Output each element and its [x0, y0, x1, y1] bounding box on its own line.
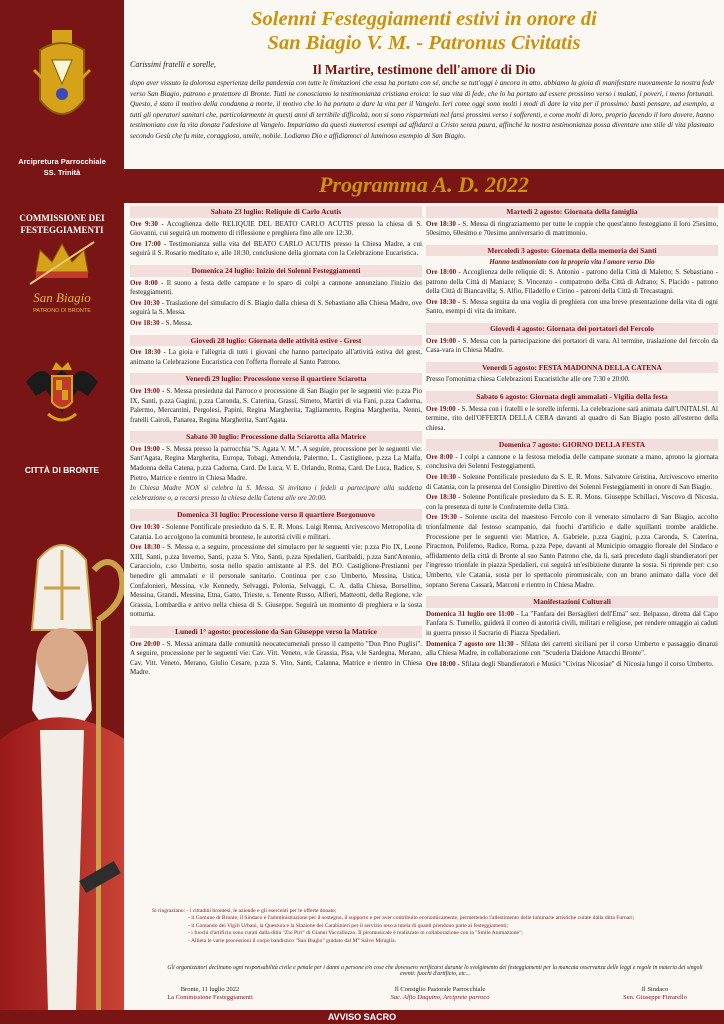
program-day — [130, 431, 422, 503]
program-event — [426, 298, 718, 317]
city-label: CITTÀ DI BRONTE — [24, 465, 100, 475]
event-text: - S. Messa. — [159, 318, 193, 327]
event-time: Ore 18:00 — [426, 267, 457, 276]
program-day — [130, 626, 422, 678]
thanks-line: Si ringraziano: - i cittadini brontesi, le aziende e gli esercenti per le offerte donate; — [152, 908, 337, 914]
parish-emblem — [30, 30, 94, 140]
commission-title — [0, 212, 124, 236]
event-text: - Solenne Pontificale presieduto da S. E. R. Mons. Salvatore Gristina, Arcivescovo emerito di Catania, con la presenza del Consiglio Direttivo dei Solenni Festeggiamenti in onore di San Biagio. — [426, 473, 718, 491]
signature-commission — [150, 986, 270, 1002]
city-coat-of-arms — [22, 352, 102, 432]
event-text: - I colpi a cannone e la festosa melodia delle campane suonate a mano, aprono la giornata conclusiva dei Solenni Festeggiamenti. — [426, 452, 718, 471]
day-title: Sabato 30 luglio: Processione dalla Sciarotta alla Matrice — [130, 431, 422, 443]
program-event — [130, 240, 422, 259]
program-event — [130, 387, 422, 425]
program-day — [426, 362, 718, 385]
event-text: - Testimonianza sulla vita del BEATO CARLO ACUTIS presso la Chiesa Madre, a cui seguirà il S. Rosario meditato e, alle 18:30, conclusione della giornata con la Celebrazione Eucaristica. — [130, 239, 422, 258]
parish-caption-line2: SS. Trinità — [43, 168, 81, 177]
program-event — [130, 279, 422, 298]
event-text: - S. Messa e, a seguire, processione del simulacro per le seguenti vie: p.zza Pio IX, Leone XIII, Santi, p.zza Inverno, Santi, p.zza S. Vito, Santi, p.zza Spedalieri, Garibaldi, p.zza Sant'Antonio, Caracciolo, c.so Umberto, sosta nello spazio antistante al P.S. del P.O. Castiglione-Prestianni per benedire gli ammalati e il personale sanitario. Continua per c.so Umberto, Messina, Ustica, Confalonieri, Messina, v.le Kennedy, Selvaggi, Polonia, Selvaggi, C. A. dalla Chiesa, Borsellino, Messina, Grandi, Messina, Etna, Gatto, Trieste, s. Tenente Russo, Alfieri, Matteotti, della Regione, v.le Grassia, Lombardia e arrivo nella chiesa di S. Giuseppe. Seguirà un momento di preghiera e la sosta notturna. — [130, 543, 422, 619]
program-event — [130, 445, 422, 483]
day-title: Sabato 6 agosto: Giornata degli ammalati - Vigilia della festa — [426, 391, 718, 403]
place-date: Bronte, 11 luglio 2022 — [180, 986, 240, 993]
program-day — [426, 596, 718, 669]
event-time: Ore 19:00 — [426, 336, 456, 345]
event-text: - S. Messa con la partecipazione dei portatori di vara. Al termine, traslazione del fercolo da Casa-vara in Chiesa Madre. — [426, 336, 718, 355]
subtitle: Il Martire, testimone dell'amore di Dio — [312, 62, 536, 77]
title-line2: San Biagio V. M. - Patronus Civitatis — [267, 32, 581, 54]
program-event — [130, 220, 422, 239]
parish-caption-line1: Arcipretura Parrocchiale — [18, 157, 106, 166]
event-text: - Solenne Pontificale presieduto da S. E. R. Mons. Giuseppe Schillaci, Vescovo di Nicosia, con la presenza di tutte le Confraternite della Città. — [426, 493, 718, 511]
program-event — [130, 523, 422, 542]
program-event — [130, 543, 422, 620]
commission-line2: FESTEGGIAMENTI — [20, 225, 104, 235]
day-title: Domenica 31 luglio: Processione verso il quartiere Borgonuovo — [130, 509, 422, 521]
event-time: Ore 8:00 — [130, 278, 158, 287]
event-time: Ore 10:30 — [426, 473, 457, 482]
event-time: Ore 17:00 — [130, 239, 161, 248]
program-event — [426, 473, 718, 492]
day-title: Lunedì 1° agosto: processione da San Giuseppe verso la Matrice — [130, 626, 422, 638]
program-event — [426, 640, 718, 659]
event-time: Ore 18:30 — [130, 348, 161, 357]
program-day — [426, 206, 718, 239]
event-time: Ore 18:30 — [426, 493, 457, 502]
mayor-signature: Sen. Giuseppe Firrarello — [623, 994, 687, 1001]
program-day — [130, 509, 422, 620]
day-title: Martedì 2 agosto: Giornata della famiglia — [426, 206, 718, 218]
intro-paragraph: dopo aver vissuto la dolorosa esperienza della pandemia con tutte le limitazioni che essa ha portato con sé, anche se tutt'oggi è ancora in atto, abbiamo la gioia di manifestare nuovamente la nostra fede verso San Biagio, patrono e protettore di Bronte. Tutti ne conosciamo la testimonianza cristiana eroica: la sua vita di fede, che lo ha portato ad essere prossimo verso i malati, i poveri, i meno fortunati. Questo, è stato il motivo della condanna a morte, il motivo che lo ha portato a dare la vita per il Vangelo. Ieri come oggi sono molti i modi di dare la vita per il prossimo: basti pensare, ad esempio, a tutti gli operatori sanitari che, particolarmente in questi anni di terribile difficoltà, non si sono risparmiati nel farsi prossimi verso i sofferenti, e come molti di loro, proprio facendo il loro dovere, hanno testimoniato con la vita donata l'adesione al Vangelo. Impariamo da questi numerosi esempi ad affidarci a Cristo senza paura, affinché la nostra testimonianza possa diventare uno stile di vita plasmato secondo Gesù che fu mite, coraggioso, umile, nobile. Lodiamo Dio e affidiamoci al luminoso esempio di San Biagio. — [130, 79, 714, 140]
event-text: - Solenne uscita del maestoso Fercolo con il venerato simulacro di San Biagio, accolto trionfalmente dal festoso scampanio, dai fuochi d'artificio e dalle squillanti trombe araldiche. Processione per le seguenti vie: Matrice, A. Gabriele, p.zza Gagini, p.zza Caronda, S. Caterina, Piracmon, Polifemo, Radice, Roma, p.zza Pepe, davanti al Municipio omaggio floreale del Sindaco e affidamento della città di Bronte al suo Santo Patrono che, da lì, sarà preceduto dagli sbandieratori per l'ingresso trionfale in piazza Spedalieri, cui seguirà un'esibizione durante la sosta. Si riprende per: c.so Umberto, v.le Catania, sosta per lo spettacolo piromusicale, con un brano animato dalla voce del soprano Serena Cassarà, Marconi e rientro in Chiesa Madre. — [426, 513, 718, 589]
program-event — [130, 319, 422, 329]
event-text: - Sfilata dei carretti siciliani per il corso Umberto e passaggio dinanzi alla Chiesa Madre, in collaborazione con "Scuderia Daidone Attacchi Bronte". — [426, 639, 718, 658]
san-biagio-sub: PATRONO DI BRONTE — [33, 308, 91, 314]
program-event — [426, 453, 718, 472]
event-time: Ore 18:00 — [426, 659, 456, 668]
event-time: Domenica 7 agosto ore 11:30 — [426, 639, 514, 648]
program-event — [130, 348, 422, 367]
day-title: Manifestazioni Culturali — [426, 596, 718, 608]
event-text: - S. Messa seguita da una veglia di preghiera con una breve presentazione della vita di ogni Santo, esempi di vita da imitare. — [426, 297, 718, 316]
title-line1: Solenni Festeggiamenti estivi in onore di — [251, 8, 597, 30]
mayor-title: Il Sindaco — [641, 986, 669, 993]
event-time: Ore 18:30 — [426, 219, 456, 228]
event-text: - Il suono a festa delle campane e lo sparo di colpi a cannone annunziano l'inizio dei festeggiamenti. — [130, 278, 422, 297]
program-event — [130, 640, 422, 678]
event-text: - S. Messa presso la parrocchia "S. Agata V. M.". A seguire, processione per le seguenti vie: Sant'Agata, Regina Margherita, Europa, Tobagi, Amendola, Palermo, L. Castiglione, p.zza La Malfa, Madonna della Catena, p.zza Cadorna, Card. De Luca, V. E. Orlando, Roma, Card. De Luca, Radice, S. Pietro, Matrice e rientro in Chiesa Madre. — [130, 444, 422, 482]
event-time: Ore 8:00 — [426, 452, 453, 461]
day-note: In Chiesa Madre NON si celebra la S. Messa. Si invitano i fedeli a partecipare alla suddetta celebrazione o, a recarsi presso la chiesa della Catena alle ore 20:00. — [130, 484, 422, 502]
thanks-line: - Allieta le varie processioni il corpo bandistico "San Biagio" guidato dal M° Salvo Miraglia. — [188, 937, 396, 944]
signature-mayor — [600, 986, 710, 1002]
day-subtitle: Hanno testimoniato con la propria vita l'amore verso Dio — [489, 258, 655, 267]
program-event — [426, 337, 718, 356]
day-title: Giovedì 28 luglio: Giornata delle attività estive - Grest — [130, 335, 422, 347]
san-biagio-logo: San Biagio — [33, 290, 91, 305]
program-day — [426, 439, 718, 590]
program-event — [426, 493, 718, 512]
program-day — [426, 323, 718, 356]
day-title: Sabato 23 luglio: Reliquie di Carlo Acutis — [130, 206, 422, 218]
footer-avviso-sacro: AVVISO SACRO — [0, 1010, 724, 1024]
programma-title: Programma A. D. 2022 — [318, 172, 530, 197]
program-day — [130, 335, 422, 368]
event-text: - S. Messa presieduta dal Parroco e processione di San Biagio per le seguenti vie: p.zza Pio IX, Santi, p.zza Gagini, p.zza Caronda, S. Caterina, Grassi, Simeto, Martiri di via Fani, p.zza Cadorna, Palermo, Mercantini, Pergolesi, Papini, Regina Margherita, Tagliamento, Regina Margherita, Nenni, fratelli Cairoli, Panarea, Regina Margherita, Sant'Agata. — [130, 386, 422, 424]
event-text: - Solenne Pontificale presieduto da S. E. R. Mons. Luigi Renna, Arcivescovo Metropolita di Catania. Lo accolgono la comunità brontese, le autorità civili e militari. — [130, 523, 422, 541]
program-event — [130, 299, 422, 318]
program-event — [426, 375, 718, 385]
event-time: Ore 19:30 — [426, 513, 457, 522]
thanks-list — [152, 908, 720, 945]
event-time: Ore 10:30 — [130, 298, 160, 307]
event-text: - La gioia e l'allegria di tutti i giovani che hanno partecipato all'attività estiva del grest, animano la Celebrazione Eucaristica con l'offerta floreale al Santo Patrono. — [130, 348, 422, 366]
event-text: - S. Messa con i fratelli e le sorelle infermi. La celebrazione sarà animata dall'UNITALSI. Al termine, rito dell'OFFERTA DELLA CERA davanti al quadro di San Biagio posto all'esterno della chiesa. — [426, 404, 718, 432]
event-time: Ore 20:00 — [130, 639, 161, 648]
signature-council — [340, 986, 540, 1002]
event-time: Ore 9:30 — [130, 219, 158, 228]
program-event — [426, 268, 718, 297]
event-text: - Sfilata degli Sbandieratori e Musici "Civitas Nicosiae" di Nicosia lungo il corso Umberto. — [455, 659, 714, 668]
program-event — [426, 660, 718, 670]
program-event — [426, 220, 718, 239]
event-time: Ore 18:30 — [426, 297, 456, 306]
event-text: - S. Messa di ringraziamento per tutte le coppie che quest'anno festeggiano il loro 25esimo, 50esimo, 60esimo e 70esimo anniversario di matrimonio. — [426, 219, 718, 238]
program-event — [426, 513, 718, 590]
parish-caption — [0, 156, 124, 178]
program-day — [130, 265, 422, 329]
disclaimer: Gli organizzatori declinano ogni responsabilità civile e penale per i danni a persone e/o cose che dovessero verificarsi durante lo svolgimento dei festeggiamenti per la mancata osservanza delle leggi e regole in materia dei singoli eventi: fuochi d'artificio, etc... — [167, 965, 703, 977]
thanks-line: - i fuochi d'artificio sono curati dalla ditta "Zio Pirr" di Gianni Vaccalluzzo. Il piromusicale è realizzato in collaborazione con la "Smile Animazione"; — [188, 930, 523, 937]
event-text: - Accoglienza delle RELIQUIE DEL BEATO CARLO ACUTIS presso la chiesa di S. Giovanni, cui seguirà un momento di riflessione e preghiera fino alle ore 12:30. — [130, 219, 422, 238]
event-text: - S. Messa animata dalle comunità neocatecumenali presso il campetto "Don Pino Puglisi". A seguire, processione per le seguenti vie: Cav. Vitt. Veneto, v.le Grassia, Pisa, v.le Sardegna, Merano, Cav. Vitt. Veneto, Merano, Giulio Cesare, p.zza S. Vito, Santi, Calanna, Matrice e rientro in Chiesa Madre. — [130, 639, 422, 677]
day-title: Mercoledì 3 agosto: Giornata della memoria dei Santi — [426, 245, 718, 257]
day-title: Venerdì 5 agosto: FESTA MADONNA DELLA CATENA — [426, 362, 718, 374]
event-time: Ore 19:00 — [130, 386, 160, 395]
event-text: - Accoglienza delle reliquie di: S. Antonio - patrono della Città di Maletto; S. Sebastiano - patrono della Città di Maniace; S. Vincenzo - compatrono della Città di Adrano; S. Placido - patrono della Città di Biancavilla; S. Alfio, Filadelfo e Cirino - patroni della Città di Trecastagni. — [426, 267, 719, 296]
program-day — [426, 245, 718, 317]
crown-crosier-icon — [26, 238, 98, 286]
event-time: Ore 10:30 — [130, 523, 160, 532]
thanks-line: - il Comune di Bronte, il Sindaco e l'amministrazione per il sostegno, il supporto e per aver contribuito economicamente, permettendo l'allestimento delle luminarie artistiche curate dalla ditta Furnari; — [188, 915, 635, 922]
program-day — [426, 391, 718, 433]
program-day — [130, 206, 422, 259]
event-text: Presso l'omonima chiesa Celebrazioni Eucaristiche alle ore 7:30 e 20:00. — [426, 375, 630, 384]
program-event — [426, 405, 718, 434]
program-event — [426, 610, 718, 639]
council-signature: Il Consiglio Pastorale Parrocchiale — [394, 986, 486, 993]
day-title: Domenica 7 agosto: GIORNO DELLA FESTA — [426, 439, 718, 451]
day-title: Venerdì 29 luglio: Processione verso il quartiere Sciarotta — [130, 373, 422, 385]
event-text: - Traslazione del simulacro di S. Biagio dalla chiesa di S. Sebastiano alla Chiesa Madre, ove seguirà la S. Messa. — [130, 298, 422, 317]
event-time: Domenica 31 luglio ore 11:00 — [426, 609, 515, 618]
event-time: Ore 18:30 — [130, 543, 161, 552]
left-column — [130, 206, 422, 684]
right-column — [426, 206, 718, 675]
day-title: Domenica 24 luglio: Inizio dei Solenni Festeggiamenti — [130, 265, 422, 277]
event-time: Ore 19:00 — [130, 444, 160, 453]
event-time: Ore 19:00 — [426, 404, 456, 413]
commission-signature: La Commissione Festeggiamenti — [167, 994, 253, 1001]
event-text: - La "Fanfara dei Bersaglieri dell'Etna" sez. Belpasso, diretta dal Capo Fanfara S. Tumello, guiderà il corteo di autorità civili, militari e religiose, per rendere omaggio ai caduti in guerra presso il Sacrario di Piazza Spedalieri. — [426, 609, 718, 637]
thanks-line: - il Comando dei Vigili Urbani, la Questura e la Stazione dei Carabinieri per il servizio reso a tutela di quanti prendono parte ai festeggiamenti; — [188, 922, 509, 929]
priest-signature: Sac. Alfio Daquino, Arciprete parroco — [390, 994, 490, 1001]
commission-line1: COMMISSIONE DEI — [19, 213, 105, 223]
program-day — [130, 373, 422, 425]
day-title: Giovedì 4 agosto: Giornata dei portatori del Fercolo — [426, 323, 718, 335]
greeting: Carissimi fratelli e sorelle, — [130, 60, 216, 69]
event-time: Ore 18:30 — [130, 318, 160, 327]
